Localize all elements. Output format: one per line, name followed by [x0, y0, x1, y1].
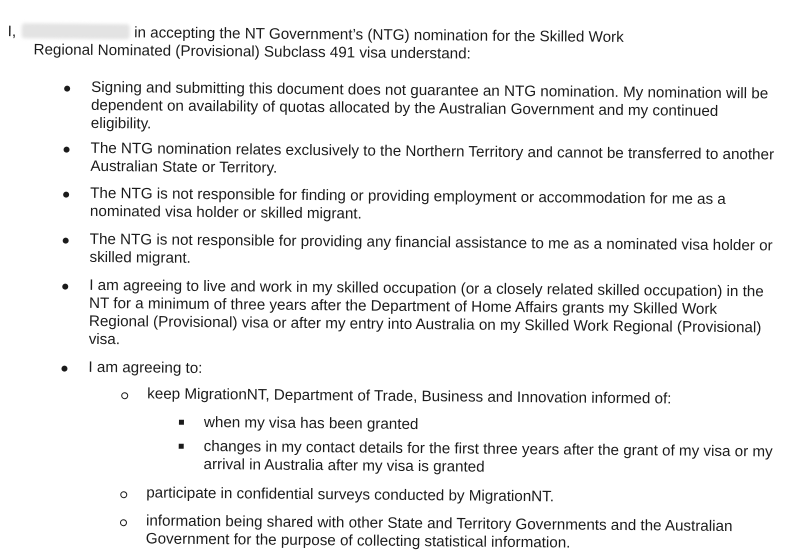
intro-prefix: I,: [7, 23, 17, 41]
bullet-icon: [61, 366, 67, 372]
sub-sub-list-item-text: when my visa has been granted: [203, 413, 419, 434]
list-item-text: The NTG is not responsible for finding or providing employment or accommodation for me as a nominated visa holder or skilled migrant.: [89, 184, 726, 223]
circle-bullet-icon: [120, 519, 127, 526]
bullet-icon: [64, 86, 70, 92]
redacted-name: [22, 23, 130, 39]
sub-list-item-text: keep MigrationNT, Department of Trade, Business and Innovation informed of:: [147, 385, 672, 408]
sub-list-item: [146, 484, 781, 508]
list-item: [89, 231, 779, 274]
circle-bullet-icon: [120, 491, 127, 498]
sub-list-item: [146, 512, 781, 554]
sub-sub-list-item: [204, 414, 784, 438]
sub-list-item-text: information being shared with other State and Territory Governments and the Australian Government for the purpose of collecting statistical information.: [145, 512, 733, 552]
list-item: [90, 185, 780, 228]
sub-sub-list-item: [203, 438, 783, 480]
square-bullet-icon: [179, 444, 184, 449]
list-item-text: Signing and submitting this document does not guarantee an NTG nomination. My nomination will be dependent on availability of quotas allocated by the Australian Government and my continued eligibility.: [90, 78, 769, 133]
list-item-text: I am agreeing to:: [88, 358, 203, 377]
square-bullet-icon: [179, 420, 184, 425]
bullet-icon: [63, 192, 69, 198]
list-item-text: The NTG is not responsible for providing any financial assistance to me as a nominated visa holder or skilled migrant.: [89, 230, 773, 267]
list-item: [89, 277, 780, 356]
list-item: [90, 140, 780, 183]
intro-line2: Regional Nominated (Provisional) Subclass 491 visa understand:: [33, 41, 471, 63]
list-item: [88, 359, 778, 384]
sub-sub-list-item-text: changes in my contact details for the first three years after the grant of my visa or my arrival in Australia after my visa is granted: [203, 437, 773, 476]
list-item-text: I am agreeing to live and work in my skilled occupation (or a closely related skilled occupation) in the NT for a minimum of three years after the Department of Home Affairs grants my Skilled Work Regional (Provisional) visa or after my entry into Australia on my Skilled Work Regional (Provisional) visa.: [88, 276, 764, 349]
circle-bullet-icon: [121, 392, 128, 399]
sub-list-item-text: participate in confidential surveys conducted by MigrationNT.: [146, 484, 555, 506]
list-item: [91, 79, 781, 140]
bullet-icon: [64, 147, 70, 153]
bullet-icon: [62, 284, 68, 290]
intro-line1: in accepting the NT Government’s (NTG) nomination for the Skilled Work: [134, 24, 624, 46]
bullet-icon: [63, 238, 69, 244]
list-item-text: The NTG nomination relates exclusively to the Northern Territory and cannot be transferred to another Australian State or Territory.: [90, 139, 775, 177]
sub-list-item: [147, 385, 782, 409]
intro-paragraph: [7, 23, 787, 66]
